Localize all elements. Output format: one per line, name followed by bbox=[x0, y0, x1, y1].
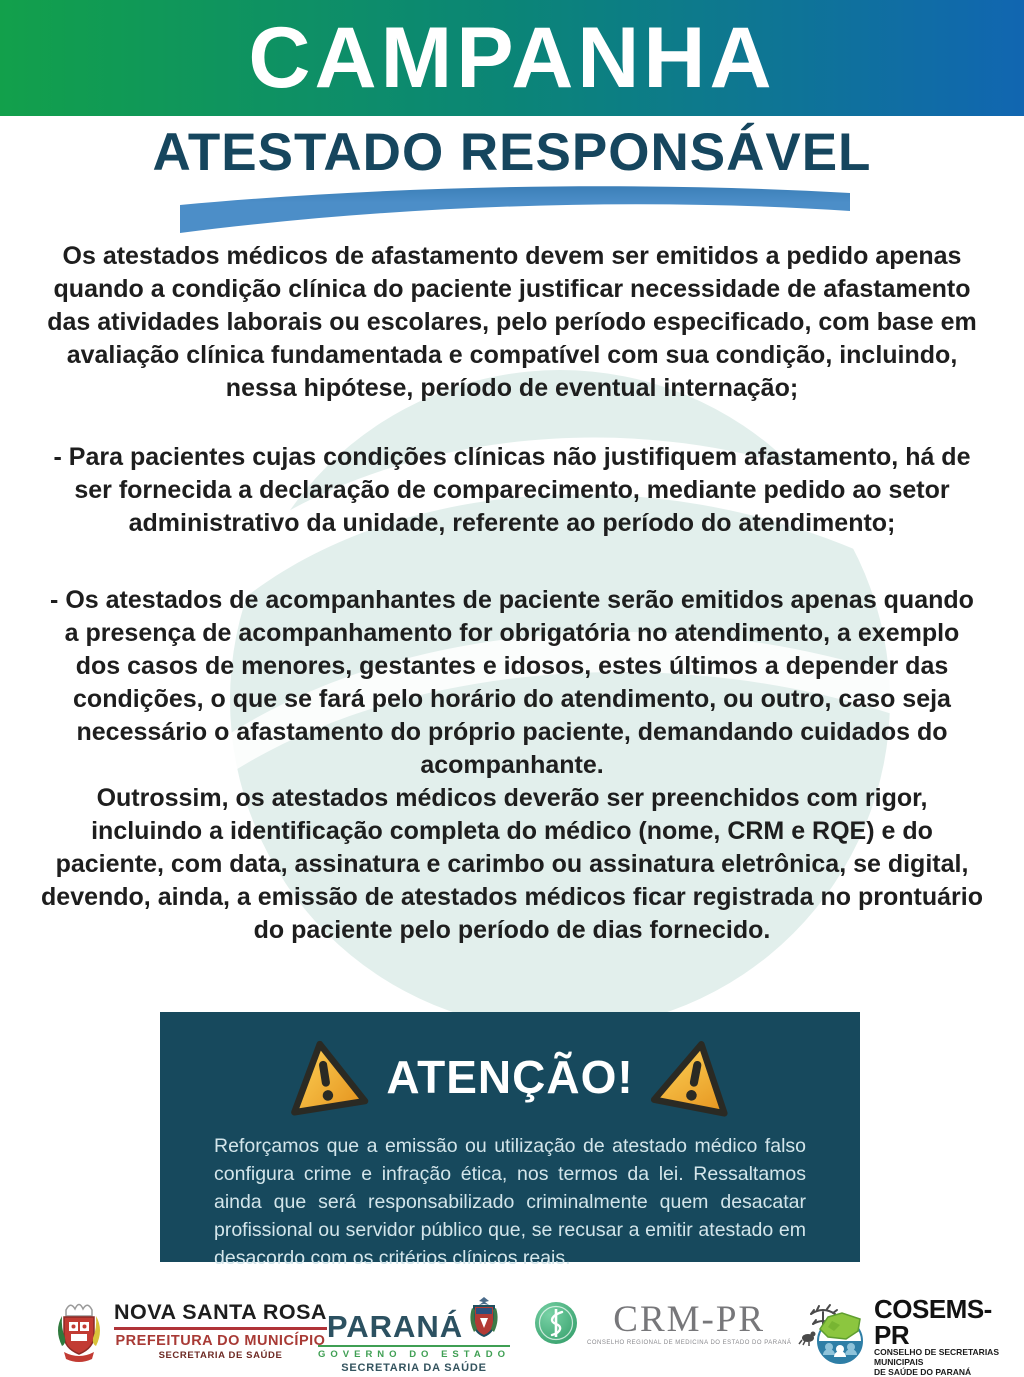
parana-line1: GOVERNO DO ESTADO bbox=[318, 1345, 510, 1360]
cosems-pr-line2: DE SAÚDE DO PARANÁ bbox=[874, 1366, 972, 1377]
crm-pr-name: CRM-PR bbox=[613, 1298, 766, 1340]
logo-cosems-pr bbox=[812, 1296, 1024, 1377]
nova-santa-rosa-crest-icon bbox=[52, 1298, 106, 1362]
cosems-pr-text bbox=[874, 1296, 1024, 1377]
cosems-pr-line1: CONSELHO DE SECRETARIAS MUNICIPAIS bbox=[874, 1347, 999, 1367]
nova-santa-rosa-rule bbox=[114, 1327, 327, 1330]
subtitle-swoosh-underline bbox=[168, 183, 858, 239]
parana-name: PARANÁ bbox=[326, 1309, 464, 1344]
crm-pr-badge-icon bbox=[533, 1300, 579, 1346]
paragraph-declaracao-comparecimento: - Para pacientes cujas condições clínicas não justifiquem afastamento, há de ser fornecida a declaração de comparecimento, mediante pedido ao setor administrativo da unidade, referente ao período do atendimento; bbox=[53, 443, 971, 537]
parana-crest-icon bbox=[467, 1296, 501, 1342]
warning-triangle-icon bbox=[279, 1032, 372, 1122]
parana-line2: SECRETARIA DA SAÚDE bbox=[341, 1362, 487, 1374]
paragraph-acompanhantes: - Os atestados de acompanhantes de paciente serão emitidos apenas quando a presença de acompanhamento for obrigatória no atendimento, a exemplo dos casos de menores, gestantes e idosos, estes últimos a depender das condições, o que se fará pelo horário do atendimento, ou outro, caso seja necessário o afastamento do próprio paciente, demandando cuidados do acompanhante. bbox=[50, 586, 974, 779]
cosems-pr-name: COSEMS-PR bbox=[874, 1294, 992, 1350]
attention-text: Reforçamos que a emissão ou utilização de atestado médico falso configura crime e infração ética, nos termos da lei. Ressaltamos ainda que será responsabilizado criminalmente quem desacatar profissional ou servidor público que, se recusar a emitir atestado em desacordo com os critérios clínicos reais. bbox=[214, 1135, 806, 1269]
attention-title: ATENÇÃO! bbox=[386, 1051, 634, 1103]
page-subtitle: ATESTADO RESPONSÁVEL bbox=[152, 123, 872, 182]
attention-box bbox=[160, 1012, 860, 1269]
logo-nova-santa-rosa bbox=[52, 1298, 327, 1362]
page-title: CAMPANHA bbox=[248, 10, 776, 106]
warning-triangle-icon bbox=[647, 1031, 742, 1123]
cosems-pr-emblem-icon bbox=[812, 1309, 868, 1365]
paragraph-atestados-afastamento: Os atestados médicos de afastamento devem ser emitidos a pedido apenas quando a condição clínica do paciente justificar necessidade de afastamento das atividades laborais ou escolares, pelo período especificado, com base em avaliação clínica fundamentada e compatível com sua condição, incluindo, nessa hipótese, período de eventual internação; bbox=[47, 242, 977, 402]
logo-crm-pr bbox=[533, 1300, 841, 1346]
crm-pr-text bbox=[587, 1298, 792, 1346]
attention-header bbox=[160, 1038, 860, 1116]
paragraph-preenchimento-rigor: Outrossim, os atestados médicos deverão ser preenchidos com rigor, incluindo a identificação completa do médico (nome, CRM e RQE) e do paciente, com data, assinatura e carimbo ou assinatura eletrônica, se digital, devendo, ainda, a emissão de atestados médicos ficar registrada no prontuário do paciente pelo período de dias fornecido. bbox=[41, 784, 983, 944]
body-copy bbox=[40, 240, 984, 947]
nova-santa-rosa-text bbox=[114, 1300, 327, 1361]
crm-pr-line1: CONSELHO REGIONAL DE MEDICINA DO ESTADO DO PARANÁ bbox=[587, 1339, 792, 1346]
footer-logos bbox=[0, 1288, 1024, 1377]
logo-parana bbox=[318, 1296, 510, 1374]
nova-santa-rosa-line1: PREFEITURA DO MUNICÍPIO bbox=[115, 1332, 326, 1349]
header-band bbox=[0, 0, 1024, 116]
nova-santa-rosa-line2: SECRETARIA DE SAÚDE bbox=[158, 1349, 283, 1361]
parana-row bbox=[327, 1296, 501, 1342]
nova-santa-rosa-name: NOVA SANTA ROSA bbox=[114, 1299, 327, 1324]
